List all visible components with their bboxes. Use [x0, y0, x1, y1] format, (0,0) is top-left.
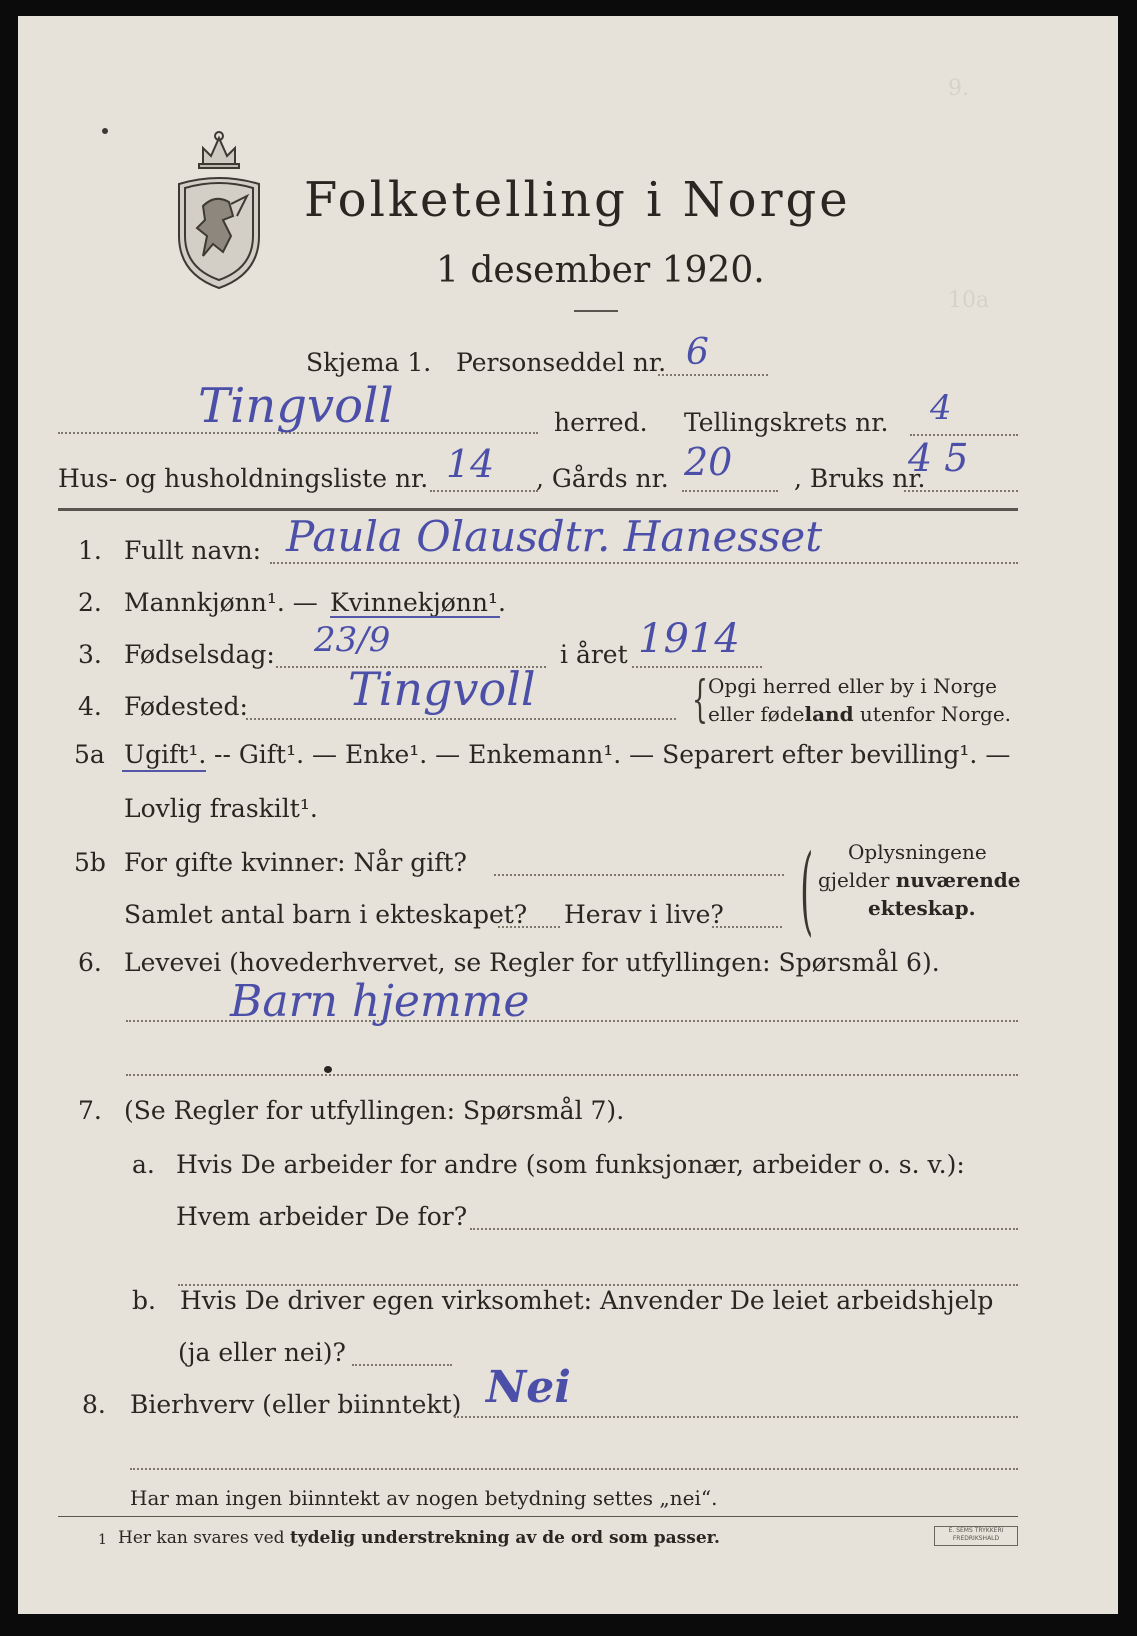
footnote-text-b: tydelig understrekning av de ord som passer.	[289, 1528, 720, 1548]
birthplace-note-brace: {	[691, 670, 708, 728]
skjema-label: Skjema 1.	[306, 348, 432, 377]
children-total-label: Samlet antal barn i ekteskapet?	[124, 900, 528, 929]
census-date: 1 desember 1920.	[436, 250, 765, 291]
ink-speck	[324, 1066, 332, 1073]
printer-stamp-line-2: FREDRIKSHALD	[952, 1535, 1000, 1542]
employer-line-1	[470, 1228, 1018, 1230]
bruks-line	[904, 490, 1018, 492]
q1-number: 1.	[78, 536, 102, 565]
gender-male-option[interactable]: Mannkjønn¹. —	[124, 588, 318, 617]
q1-label: Fullt navn:	[124, 536, 262, 565]
q8-label: Bierhverv (eller biinntekt)	[130, 1390, 462, 1419]
married-note-2b: nuværende	[895, 868, 1021, 892]
header-separator	[58, 508, 1018, 511]
footer-separator	[58, 1516, 1018, 1517]
husholdning-value[interactable]: 14	[446, 442, 495, 486]
bruks-label: , Bruks nr.	[794, 464, 926, 493]
footnote-text-a: Her kan svares ved	[118, 1528, 290, 1548]
title-divider	[574, 310, 618, 312]
coat-of-arms-icon	[173, 124, 265, 292]
tellingskrets-label: Tellingskrets nr.	[684, 408, 889, 437]
q3-label: Fødselsdag:	[124, 640, 275, 669]
gender-female-option[interactable]: Kvinnekjønn¹.	[330, 588, 506, 617]
personseddel-label: Personseddel nr.	[456, 348, 667, 377]
bleed-through-text: 9.	[948, 76, 969, 101]
employer-label: Hvem arbeider De for?	[176, 1202, 468, 1231]
hired-help-line	[352, 1364, 452, 1366]
form-title: Folketelling i Norge	[304, 172, 851, 228]
herred-label: herred.	[554, 408, 648, 437]
q8-number: 8.	[82, 1390, 106, 1419]
occupation-value[interactable]: Barn hjemme	[230, 976, 530, 1027]
birthplace-note-2a: eller føde	[708, 702, 805, 726]
q7-number: 7.	[78, 1096, 102, 1125]
birth-year-line	[632, 666, 762, 668]
married-note-1: Oplysningene	[848, 840, 987, 864]
hired-help-label: (ja eller nei)?	[178, 1338, 346, 1367]
tellingskrets-value[interactable]: 4	[930, 388, 952, 428]
q6-number: 6.	[78, 948, 102, 977]
children-total-line	[498, 926, 560, 928]
marital-other-options[interactable]: -- Gift¹. — Enke¹. — Enkemann¹. — Separert efter bevilling¹. —	[214, 740, 1011, 769]
gards-label: , Gårds nr.	[536, 464, 669, 493]
side-income-line-1	[454, 1416, 1018, 1418]
birthplace-note-2	[708, 702, 1011, 726]
husholdning-line	[430, 490, 538, 492]
ink-speck	[102, 128, 108, 134]
q1-line	[270, 562, 1018, 564]
ugift-underline	[122, 770, 206, 772]
bruks-value[interactable]: 4 5	[908, 436, 969, 480]
married-note-brace: (	[800, 834, 814, 946]
married-note-3: ekteskap.	[868, 896, 976, 920]
personseddel-line	[658, 374, 768, 376]
occupation-line-2	[126, 1074, 1018, 1076]
married-note-2	[818, 868, 1021, 892]
q6-label: Levevei (hovederhvervet, se Regler for utfyllingen: Spørsmål 6).	[124, 948, 940, 977]
birthday-value[interactable]: 23/9	[314, 620, 391, 660]
side-income-value[interactable]: Nei	[486, 1362, 571, 1413]
q7a-letter: a.	[132, 1150, 155, 1179]
birthplace-note-1: Opgi herred eller by i Norge	[708, 674, 997, 698]
gards-line	[682, 490, 778, 492]
q7a-text: Hvis De arbeider for andre (som funksjonær, arbeider o. s. v.):	[176, 1150, 965, 1179]
husholdning-label: Hus- og husholdningsliste nr.	[58, 464, 429, 493]
marital-fraskilt-option[interactable]: Lovlig fraskilt¹.	[124, 794, 318, 823]
gards-value[interactable]: 20	[684, 440, 733, 484]
children-alive-label: Herav i live?	[564, 900, 724, 929]
gender-female-underline	[330, 616, 500, 618]
q5a-number: 5a	[74, 740, 105, 769]
printer-stamp-line-1: E. SEMS TRYKKERI	[948, 1527, 1004, 1534]
birthplace-line	[246, 718, 676, 720]
q7b-letter: b.	[132, 1286, 156, 1315]
q5b-label: For gifte kvinner: Når gift?	[124, 848, 467, 877]
q4-number: 4.	[78, 692, 102, 721]
birthplace-value[interactable]: Tingvoll	[348, 662, 536, 716]
q2-number: 2.	[78, 588, 102, 617]
footnote-number: 1	[98, 1532, 107, 1548]
marital-ugift-option[interactable]: Ugift¹.	[124, 740, 207, 769]
census-form-page	[18, 16, 1118, 1614]
children-alive-line	[712, 926, 782, 928]
birthplace-note-2b: land	[804, 702, 854, 726]
side-income-line-2	[130, 1468, 1018, 1470]
q5b-number: 5b	[74, 848, 106, 877]
q4-label: Fødested:	[124, 692, 248, 721]
married-note-2a: gjelder	[818, 868, 896, 892]
printer-stamp	[934, 1526, 1018, 1546]
birth-year-label: i året	[560, 640, 628, 669]
q7b-text: Hvis De driver egen virksomhet: Anvender De leiet arbeidshjelp	[180, 1286, 994, 1315]
birthplace-note-2c: utenfor Norge.	[853, 702, 1012, 726]
q7-label: (Se Regler for utfyllingen: Spørsmål 7).	[124, 1096, 625, 1125]
q3-number: 3.	[78, 640, 102, 669]
footnote-text	[118, 1528, 720, 1548]
bleed-through-text: 10a	[948, 288, 990, 313]
married-date-line	[494, 874, 784, 876]
herred-value[interactable]: Tingvoll	[198, 378, 394, 434]
personseddel-value[interactable]: 6	[686, 332, 709, 373]
birth-year-value[interactable]: 1914	[638, 616, 740, 662]
footer-note: Har man ingen biinntekt av nogen betydning settes „nei“.	[130, 1486, 718, 1510]
full-name-value[interactable]: Paula Olausdtr. Hanesset	[286, 512, 823, 561]
